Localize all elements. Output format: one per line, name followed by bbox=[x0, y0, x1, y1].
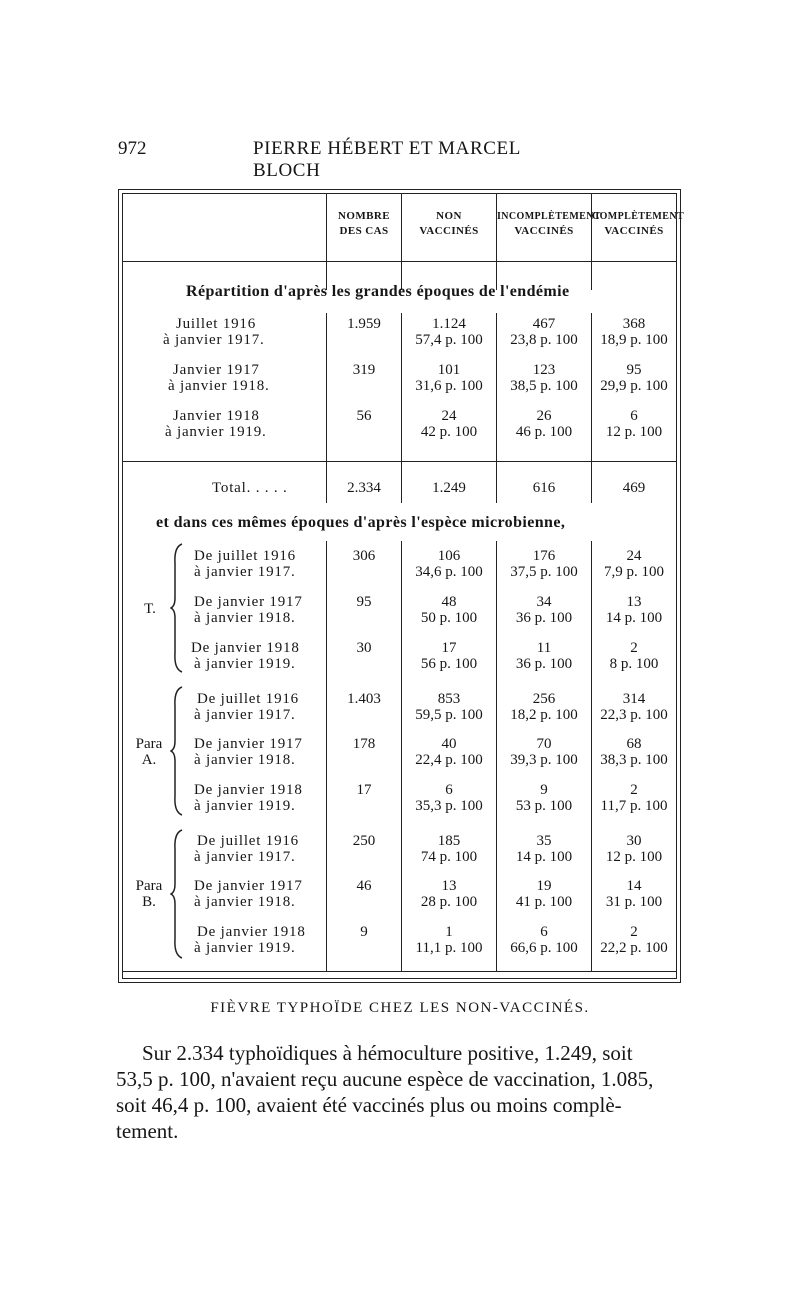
row-label-2: à janvier 1918. bbox=[194, 894, 296, 910]
group-label-t bbox=[132, 601, 168, 617]
statistics-table bbox=[118, 189, 685, 983]
page-header bbox=[118, 138, 566, 181]
cell-cas: 95 bbox=[356, 594, 372, 610]
total-incompl: 616 bbox=[532, 480, 556, 496]
group-label-line: Para bbox=[135, 736, 163, 752]
cell-compl-pct: 11,7 p. 100 bbox=[600, 798, 668, 814]
row-label-1: De janvier 1917 bbox=[194, 594, 303, 610]
header-nombre-line2: DES CAS bbox=[339, 225, 389, 237]
cell-compl-pct: 7,9 p. 100 bbox=[604, 564, 664, 580]
cell-compl-pct: 12 p. 100 bbox=[605, 424, 663, 440]
row-label-2: à janvier 1918. bbox=[194, 752, 296, 768]
cell-incompl-pct: 46 p. 100 bbox=[515, 424, 573, 440]
cell-non-n: 101 bbox=[437, 362, 461, 378]
cell-non-n: 17 bbox=[441, 640, 457, 656]
cell-compl-pct: 31 p. 100 bbox=[605, 894, 663, 910]
cell-cas: 250 bbox=[352, 833, 376, 849]
cell-non-n: 40 bbox=[441, 736, 457, 752]
header-incompl bbox=[497, 209, 601, 239]
row-label-1: De janvier 1918 bbox=[197, 924, 306, 940]
rule-above-total bbox=[123, 461, 676, 462]
header-non bbox=[402, 209, 496, 239]
section2-title: et dans ces mêmes époques d'après l'espèce microbienne, bbox=[156, 514, 566, 531]
total-cas: 2.334 bbox=[347, 480, 381, 496]
cell-incompl-n: 35 bbox=[536, 833, 552, 849]
group-label-para-b bbox=[130, 878, 168, 910]
header-compl-line2: VACCINÉS bbox=[604, 225, 664, 237]
row-label-1: Juillet 1916 bbox=[176, 316, 257, 332]
paragraph-line: Sur 2.334 typhoïdiques à hémoculture positive, 1.249, soit bbox=[142, 1041, 633, 1065]
row-label-1: De juillet 1916 bbox=[197, 833, 299, 849]
cell-incompl-n: 9 bbox=[540, 782, 548, 798]
row-label-1: De janvier 1918 bbox=[191, 640, 300, 656]
row-label-2: à janvier 1917. bbox=[163, 332, 265, 348]
cell-compl-pct: 22,3 p. 100 bbox=[600, 707, 668, 723]
header-non-line2: VACCINÉS bbox=[419, 225, 479, 237]
cell-incompl-n: 26 bbox=[536, 408, 552, 424]
cell-cas: 46 bbox=[356, 878, 372, 894]
page-number: 972 bbox=[118, 138, 147, 159]
cell-non-n: 24 bbox=[441, 408, 457, 424]
cell-compl-n: 368 bbox=[622, 316, 646, 332]
cell-compl-n: 2 bbox=[630, 924, 638, 940]
cell-compl-pct: 38,3 p. 100 bbox=[600, 752, 668, 768]
cell-non-pct: 59,5 p. 100 bbox=[415, 707, 483, 723]
cell-incompl-pct: 23,8 p. 100 bbox=[510, 332, 578, 348]
cell-compl-n: 95 bbox=[626, 362, 642, 378]
table-caption: FIÈVRE TYPHOÏDE CHEZ LES NON-VACCINÉS. bbox=[210, 1000, 590, 1016]
cell-compl-pct: 22,2 p. 100 bbox=[600, 940, 668, 956]
cell-non-pct: 42 p. 100 bbox=[420, 424, 478, 440]
row-label-2: à janvier 1917. bbox=[194, 849, 296, 865]
cell-compl-pct: 29,9 p. 100 bbox=[600, 378, 668, 394]
cell-non-pct: 35,3 p. 100 bbox=[415, 798, 483, 814]
row-label-1: De juillet 1916 bbox=[194, 548, 296, 564]
cell-incompl-pct: 66,6 p. 100 bbox=[510, 940, 578, 956]
section1-title: Répartition d'après les grandes époques de l'endémie bbox=[186, 283, 570, 300]
cell-compl-n: 30 bbox=[626, 833, 642, 849]
group-label-line: B. bbox=[142, 894, 156, 910]
cell-cas: 1.403 bbox=[347, 691, 381, 707]
cell-incompl-n: 176 bbox=[532, 548, 556, 564]
total-compl: 469 bbox=[622, 480, 646, 496]
header-nombre bbox=[327, 209, 401, 239]
cell-compl-n: 13 bbox=[626, 594, 642, 610]
header-compl bbox=[592, 209, 685, 239]
paragraph-line: 53,5 p. 100, n'avaient reçu aucune espèce de vaccination, 1.085, bbox=[116, 1067, 654, 1091]
cell-incompl-pct: 38,5 p. 100 bbox=[510, 378, 578, 394]
cell-non-pct: 22,4 p. 100 bbox=[415, 752, 483, 768]
row-label-2: à janvier 1919. bbox=[165, 424, 267, 440]
cell-non-pct: 57,4 p. 100 bbox=[415, 332, 483, 348]
cell-compl-n: 6 bbox=[630, 408, 638, 424]
cell-incompl-n: 19 bbox=[536, 878, 552, 894]
brace-group-para-b bbox=[170, 829, 184, 959]
row-label-2: à janvier 1919. bbox=[194, 798, 296, 814]
cell-cas: 30 bbox=[356, 640, 372, 656]
paragraph-line: tement. bbox=[116, 1119, 179, 1143]
cell-non-pct: 34,6 p. 100 bbox=[415, 564, 483, 580]
cell-compl-n: 314 bbox=[622, 691, 646, 707]
cell-cas: 17 bbox=[356, 782, 372, 798]
cell-compl-n: 68 bbox=[626, 736, 642, 752]
total-label: Total. . . . . bbox=[212, 480, 288, 496]
row-label-2: à janvier 1919. bbox=[194, 940, 296, 956]
cell-incompl-pct: 36 p. 100 bbox=[515, 610, 573, 626]
cell-compl-pct: 8 p. 100 bbox=[609, 656, 659, 672]
row-label-1: De juillet 1916 bbox=[197, 691, 299, 707]
brace-group-para-a bbox=[170, 686, 184, 816]
cell-compl-pct: 14 p. 100 bbox=[605, 610, 663, 626]
group-label-line: Para bbox=[135, 878, 163, 894]
header-non-line1: NON bbox=[436, 210, 462, 222]
cell-cas: 178 bbox=[352, 736, 376, 752]
cell-incompl-n: 70 bbox=[536, 736, 552, 752]
cell-compl-n: 2 bbox=[630, 640, 638, 656]
cell-incompl-pct: 14 p. 100 bbox=[515, 849, 573, 865]
cell-non-n: 853 bbox=[437, 691, 461, 707]
cell-non-pct: 50 p. 100 bbox=[420, 610, 478, 626]
body-paragraph bbox=[116, 1040, 682, 1144]
cell-incompl-n: 123 bbox=[532, 362, 556, 378]
cell-incompl-pct: 41 p. 100 bbox=[515, 894, 573, 910]
running-head: PIERRE HÉBERT ET MARCEL BLOCH bbox=[253, 138, 521, 181]
group-label-line: T. bbox=[144, 601, 156, 617]
cell-compl-pct: 12 p. 100 bbox=[605, 849, 663, 865]
cell-cas: 9 bbox=[360, 924, 368, 940]
cell-non-n: 106 bbox=[437, 548, 461, 564]
group-label-para-a bbox=[130, 736, 168, 768]
cell-non-n: 6 bbox=[445, 782, 453, 798]
row-label-1: De janvier 1917 bbox=[194, 878, 303, 894]
cell-non-n: 1 bbox=[445, 924, 453, 940]
row-label-1: De janvier 1917 bbox=[194, 736, 303, 752]
cell-non-n: 1.124 bbox=[432, 316, 466, 332]
header-incompl-line2: VACCINÉS bbox=[514, 225, 574, 237]
cell-non-n: 48 bbox=[441, 594, 457, 610]
cell-incompl-n: 256 bbox=[532, 691, 556, 707]
cell-incompl-pct: 53 p. 100 bbox=[515, 798, 573, 814]
cell-cas: 1.959 bbox=[347, 316, 381, 332]
header-incompl-line1: INCOMPLÈTEMENT bbox=[497, 211, 601, 222]
cell-non-pct: 56 p. 100 bbox=[420, 656, 478, 672]
cell-compl-n: 2 bbox=[630, 782, 638, 798]
cell-non-pct: 11,1 p. 100 bbox=[415, 940, 483, 956]
cell-incompl-n: 11 bbox=[536, 640, 552, 656]
cell-incompl-pct: 37,5 p. 100 bbox=[510, 564, 578, 580]
rule-under-header bbox=[123, 261, 676, 262]
cell-non-pct: 31,6 p. 100 bbox=[415, 378, 483, 394]
row-label-2: à janvier 1917. bbox=[194, 707, 296, 723]
cell-non-pct: 74 p. 100 bbox=[420, 849, 478, 865]
cell-incompl-n: 467 bbox=[532, 316, 556, 332]
cell-incompl-pct: 18,2 p. 100 bbox=[510, 707, 578, 723]
row-label-1: Janvier 1917 bbox=[173, 362, 260, 378]
cell-incompl-n: 6 bbox=[540, 924, 548, 940]
cell-compl-pct: 18,9 p. 100 bbox=[600, 332, 668, 348]
cell-incompl-pct: 39,3 p. 100 bbox=[510, 752, 578, 768]
rule-bottom bbox=[123, 971, 676, 972]
header-compl-line1: COMPLÈTEMENT bbox=[592, 211, 685, 222]
row-label-2: à janvier 1919. bbox=[194, 656, 296, 672]
cell-incompl-pct: 36 p. 100 bbox=[515, 656, 573, 672]
cell-non-n: 185 bbox=[437, 833, 461, 849]
header-nombre-line1: NOMBRE bbox=[338, 210, 390, 222]
cell-non-pct: 28 p. 100 bbox=[420, 894, 478, 910]
cell-compl-n: 24 bbox=[626, 548, 642, 564]
cell-cas: 56 bbox=[356, 408, 372, 424]
row-label-2: à janvier 1918. bbox=[194, 610, 296, 626]
cell-non-n: 13 bbox=[441, 878, 457, 894]
cell-cas: 306 bbox=[352, 548, 376, 564]
row-label-2: à janvier 1918. bbox=[168, 378, 270, 394]
row-label-1: De janvier 1918 bbox=[194, 782, 303, 798]
brace-group-t bbox=[170, 543, 184, 673]
row-label-1: Janvier 1918 bbox=[173, 408, 260, 424]
row-label-2: à janvier 1917. bbox=[194, 564, 296, 580]
cell-compl-n: 14 bbox=[626, 878, 642, 894]
paragraph-line: soit 46,4 p. 100, avaient été vaccinés plus ou moins complè- bbox=[116, 1093, 622, 1117]
cell-incompl-n: 34 bbox=[536, 594, 552, 610]
group-label-line: A. bbox=[141, 752, 157, 768]
total-non: 1.249 bbox=[432, 480, 466, 496]
cell-cas: 319 bbox=[352, 362, 376, 378]
